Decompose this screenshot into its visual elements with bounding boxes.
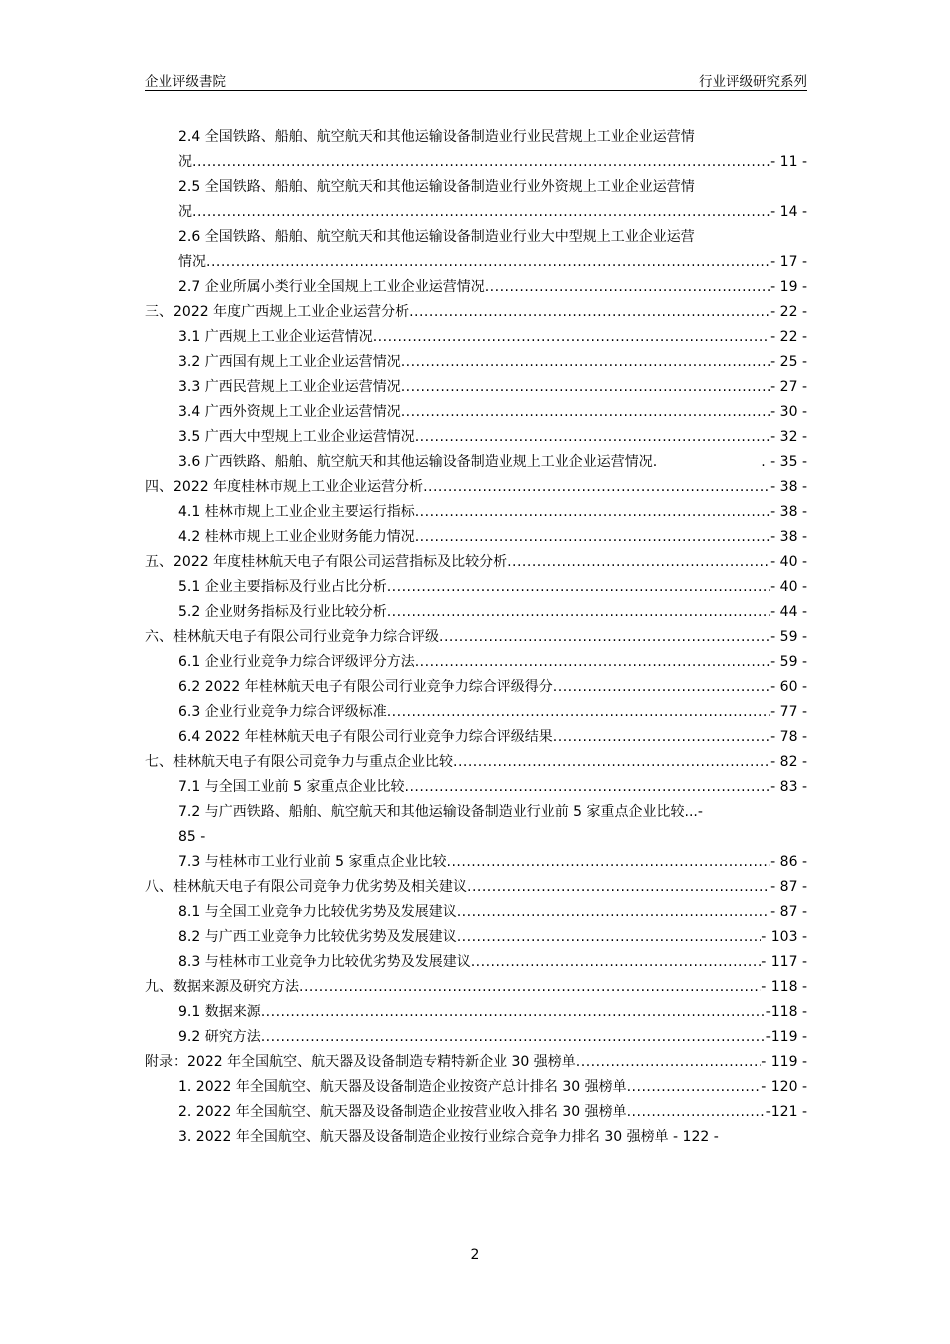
toc-appendix[interactable] xyxy=(145,1051,807,1073)
header-publisher: 企业评级書院 xyxy=(145,74,226,90)
toc-page-number: - 40 - xyxy=(770,554,807,570)
toc-page-number: - 38 - xyxy=(770,504,807,520)
toc-entry-text: 2.7 企业所属小类行业全国规上工业企业运营情况 xyxy=(178,279,485,295)
toc-page-number: - 60 - xyxy=(770,679,807,695)
toc-entry-8-1[interactable] xyxy=(178,901,807,923)
toc-entry-text: 2. 2022 年全国航空、航天器及设备制造企业按营业收入排名 30 强榜单 xyxy=(178,1104,627,1120)
page-number: 2 xyxy=(470,1247,480,1263)
toc-entry-text: 3.2 广西国有规上工业企业运营情况 xyxy=(178,354,401,370)
toc-entry-text: 3.5 广西大中型规上工业企业运营情况 xyxy=(178,429,415,445)
toc-entry-text: 9.1 数据来源 xyxy=(178,1004,261,1020)
toc-entry-2-7[interactable] xyxy=(178,276,807,298)
toc-chapter-5[interactable] xyxy=(145,551,807,573)
toc-entry-7-3[interactable] xyxy=(178,851,807,873)
toc-entry-6-2[interactable] xyxy=(178,676,807,698)
toc-page-number: - 44 - xyxy=(770,604,807,620)
toc-page-number: - 14 - xyxy=(770,204,807,220)
toc-entry-5-1[interactable] xyxy=(178,576,807,598)
toc-page-number: - 120 - xyxy=(761,1079,807,1095)
toc-entry-text: 6.2 2022 年桂林航天电子有限公司行业竞争力综合评级得分 xyxy=(178,679,553,695)
toc-entry-text: 5.1 企业主要指标及行业占比分析 xyxy=(178,579,387,595)
toc-entry-2-6[interactable] xyxy=(178,251,807,273)
toc-page-number: - 82 - xyxy=(770,754,807,770)
toc-entry-text: 3.1 广西规上工业企业运营情况 xyxy=(178,329,373,345)
toc-chapter-6[interactable] xyxy=(145,626,807,648)
toc-entry-7-1[interactable] xyxy=(178,776,807,798)
toc-entry-3-3[interactable] xyxy=(178,376,807,398)
toc-appendix-3[interactable]: 3. 2022 年全国航空、航天器及设备制造企业按行业综合竞争力排名 30 强榜单 - 122 - xyxy=(178,1129,719,1145)
header-series: 行业评级研究系列 xyxy=(699,74,807,90)
toc-entry-text: 8.1 与全国工业竞争力比较优劣势及发展建议 xyxy=(178,904,457,920)
toc-page-number: - 17 - xyxy=(770,254,807,270)
toc-entry-text: 5.2 企业财务指标及行业比较分析 xyxy=(178,604,387,620)
toc-entry-text: 6.1 企业行业竞争力综合评级评分方法 xyxy=(178,654,415,670)
toc-entry-7-2-line2[interactable]: 85 - xyxy=(178,829,206,845)
toc-entry-text: 7.3 与桂林市工业行业前 5 家重点企业比较 xyxy=(178,854,447,870)
toc-entry-7-2-line1[interactable]: 7.2 与广西铁路、船舶、航空航天和其他运输设备制造业行业前 5 家重点企业比较...- xyxy=(178,804,703,820)
toc-entry-text: 3.6 广西铁路、船舶、航空航天和其他运输设备制造业规上工业企业运营情况. xyxy=(178,454,658,470)
toc-entry-3-1[interactable] xyxy=(178,326,807,348)
toc-entry-3-5[interactable] xyxy=(178,426,807,448)
toc-page-number: - 32 - xyxy=(770,429,807,445)
toc-entry-9-2[interactable] xyxy=(178,1026,807,1048)
toc-entry-text: 4.2 桂林市规上工业企业财务能力情况 xyxy=(178,529,415,545)
toc-entry-2-6-line1[interactable]: 2.6 全国铁路、船舶、航空航天和其他运输设备制造业行业大中型规上工业企业运营 xyxy=(178,229,695,245)
toc-entry-4-1[interactable] xyxy=(178,501,807,523)
toc-entry-6-4[interactable] xyxy=(178,726,807,748)
toc-entry-2-4[interactable] xyxy=(178,151,807,173)
toc-entry-2-5-line1[interactable]: 2.5 全国铁路、船舶、航空航天和其他运输设备制造业行业外资规上工业企业运营情 xyxy=(178,179,695,195)
toc-page-number: -118 - xyxy=(765,1004,807,1020)
toc-entry-text: 况 xyxy=(178,154,192,170)
toc-entry-text: 九、数据来源及研究方法 xyxy=(145,979,299,995)
toc-entry-text: 7.1 与全国工业前 5 家重点企业比较 xyxy=(178,779,405,795)
toc-entry-text: 四、2022 年度桂林市规上工业企业运营分析 xyxy=(145,479,424,495)
toc-page-number: - 38 - xyxy=(770,529,807,545)
toc-page-number: - 25 - xyxy=(770,354,807,370)
toc-page-number: - 87 - xyxy=(770,879,807,895)
toc-entry-text: 6.4 2022 年桂林航天电子有限公司行业竞争力综合评级结果 xyxy=(178,729,553,745)
toc-entry-3-4[interactable] xyxy=(178,401,807,423)
toc-page-number: - 19 - xyxy=(770,279,807,295)
toc-entry-text: 三、2022 年度广西规上工业企业运营分析 xyxy=(145,304,410,320)
toc-page-number: -119 - xyxy=(765,1029,807,1045)
toc-entry-text: 3.3 广西民营规上工业企业运营情况 xyxy=(178,379,401,395)
toc-chapter-4[interactable] xyxy=(145,476,807,498)
toc-entry-5-2[interactable] xyxy=(178,601,807,623)
toc-page-number: - 38 - xyxy=(770,479,807,495)
toc-entry-6-1[interactable] xyxy=(178,651,807,673)
toc-entry-8-3[interactable] xyxy=(178,951,807,973)
toc-entry-text: 9.2 研究方法 xyxy=(178,1029,261,1045)
toc-page-number: - 27 - xyxy=(770,379,807,395)
toc-entry-text: 六、桂林航天电子有限公司行业竞争力综合评级 xyxy=(145,629,439,645)
toc-entry-2-4-line1[interactable]: 2.4 全国铁路、船舶、航空航天和其他运输设备制造业行业民营规上工业企业运营情 xyxy=(178,129,695,145)
toc-page-number: - 78 - xyxy=(770,729,807,745)
toc-page-number: - 86 - xyxy=(770,854,807,870)
toc-chapter-7[interactable] xyxy=(145,751,807,773)
toc-entry-9-1[interactable] xyxy=(178,1001,807,1023)
toc-page-number: - 22 - xyxy=(770,304,807,320)
toc-entry-text: 6.3 企业行业竞争力综合评级标准 xyxy=(178,704,387,720)
toc-page-number: -121 - xyxy=(765,1104,807,1120)
toc-entry-text: 况 xyxy=(178,204,192,220)
toc-entry-text: 4.1 桂林市规上工业企业主要运行指标 xyxy=(178,504,415,520)
toc-entry-3-2[interactable] xyxy=(178,351,807,373)
toc-page-number: . - 35 - xyxy=(761,454,807,470)
toc-appendix-2[interactable] xyxy=(178,1101,807,1123)
toc-entry-text: 附录：2022 年全国航空、航天器及设备制造专精特新企业 30 强榜单 xyxy=(145,1054,576,1070)
toc-page-number: - 118 - xyxy=(761,979,807,995)
toc-entry-4-2[interactable] xyxy=(178,526,807,548)
toc-entry-text: 8.3 与桂林市工业竞争力比较优劣势及发展建议 xyxy=(178,954,471,970)
page-header xyxy=(145,70,807,91)
toc-page-number: - 103 - xyxy=(761,929,807,945)
toc-page-number: - 59 - xyxy=(770,629,807,645)
toc-entry-3-6[interactable] xyxy=(178,451,807,473)
toc-page-number: - 83 - xyxy=(770,779,807,795)
toc-appendix-1[interactable] xyxy=(178,1076,807,1098)
toc-page-number: - 119 - xyxy=(761,1054,807,1070)
toc-page-number: - 40 - xyxy=(770,579,807,595)
toc-page-number: - 59 - xyxy=(770,654,807,670)
toc-entry-8-2[interactable] xyxy=(178,926,807,948)
toc-entry-text: 情况 xyxy=(178,254,206,270)
toc-entry-text: 八、桂林航天电子有限公司竞争力优劣势及相关建议 xyxy=(145,879,467,895)
toc-page-number: - 87 - xyxy=(770,904,807,920)
toc-page-number: - 11 - xyxy=(770,154,807,170)
toc-entry-text: 8.2 与广西工业竞争力比较优劣势及发展建议 xyxy=(178,929,457,945)
toc-entry-text: 1. 2022 年全国航空、航天器及设备制造企业按资产总计排名 30 强榜单 xyxy=(178,1079,627,1095)
toc-entry-6-3[interactable] xyxy=(178,701,807,723)
toc-entry-text: 3.4 广西外资规上工业企业运营情况 xyxy=(178,404,401,420)
toc-page-number: - 30 - xyxy=(770,404,807,420)
toc-page-number: - 22 - xyxy=(770,329,807,345)
toc-chapter-8[interactable] xyxy=(145,876,807,898)
toc-entry-2-5[interactable] xyxy=(178,201,807,223)
toc-chapter-9[interactable] xyxy=(145,976,807,998)
toc-page-number: - 117 - xyxy=(761,954,807,970)
toc-entry-text: 五、2022 年度桂林航天电子有限公司运营指标及比较分析 xyxy=(145,554,508,570)
toc-page-number: - 77 - xyxy=(770,704,807,720)
toc-entry-text: 七、桂林航天电子有限公司竞争力与重点企业比较 xyxy=(145,754,453,770)
toc-chapter-3[interactable] xyxy=(145,301,807,323)
